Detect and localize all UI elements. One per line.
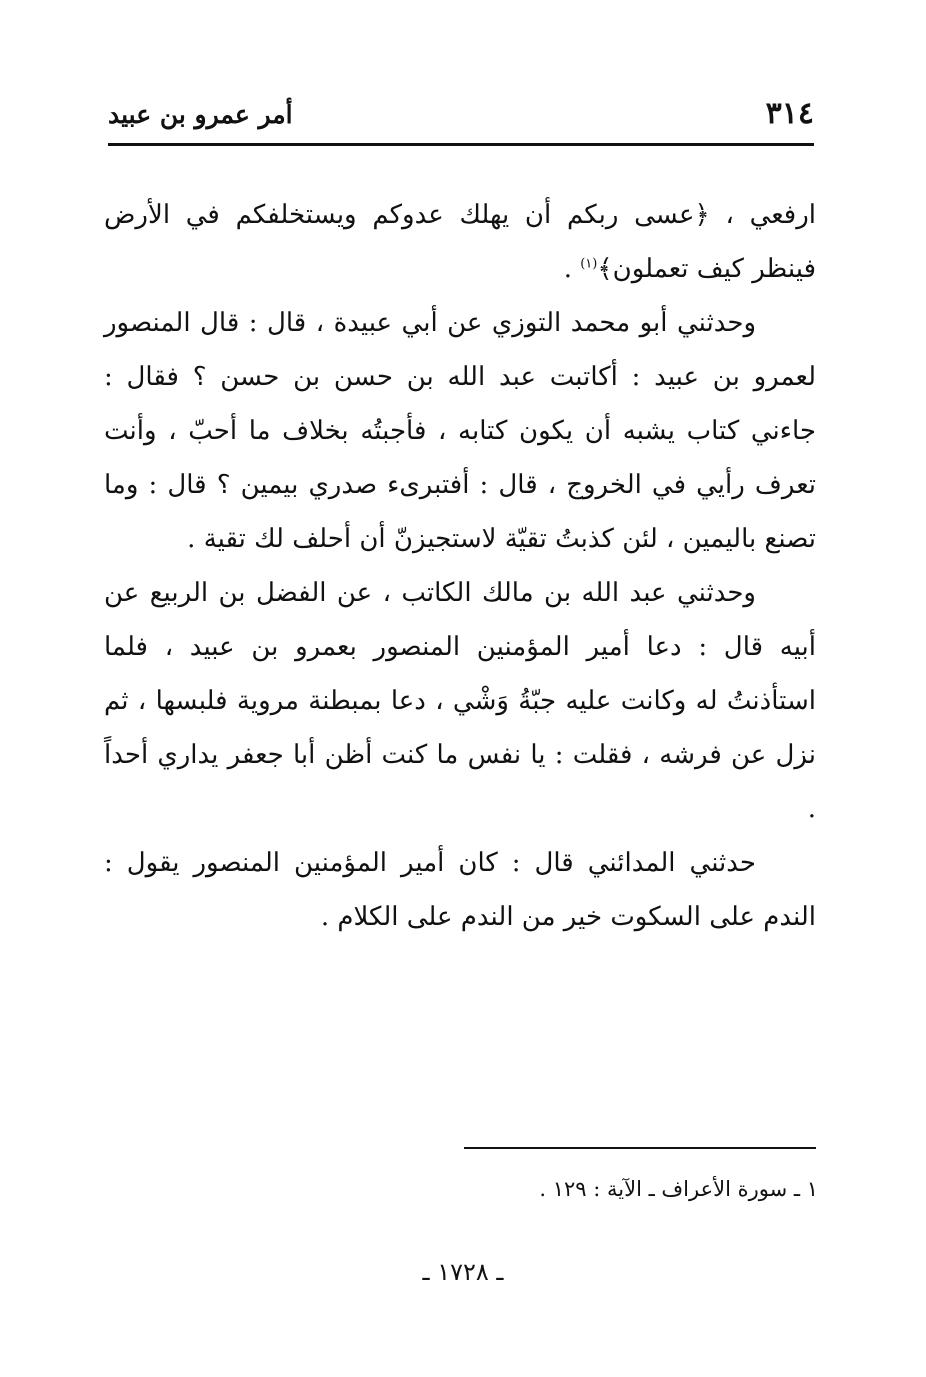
paragraph: حدثني المدائني قال : كان أمير المؤمنين المنصور يقول : الندم على السكوت خير من الندم على الكلام . xyxy=(104,848,816,932)
quran-quote: ارفعي ، ﴿عسى ربكم أن يهلك عدوكم ويستخلفكم في الأرض فينظر كيف تعملون﴾ xyxy=(104,200,816,284)
paragraph xyxy=(104,188,816,296)
folio-number: ـ ١٧٢٨ ـ xyxy=(422,1258,504,1286)
page-header xyxy=(108,92,814,142)
footnote: ١ ـ سورة الأعراف ـ الآية : ١٢٩ . xyxy=(539,1177,818,1201)
paragraph: وحدثني عبد الله بن مالك الكاتب ، عن الفضل بن الربيع عن أبيه قال : دعا أمير المؤمنين المنصور بعمرو بن عبيد ، فلما استأذنتُ له وكانت عليه جبّةُ وَشْي ، دعا بمبطنة مروية فلبسها ، ثم نزل عن فرشه ، فقلت : يا نفس ما كنت أظن أبا جعفر يداري أحداً . xyxy=(104,578,816,824)
paragraph: وحدثني أبو محمد التوزي عن أبي عبيدة ، قال : قال المنصور لعمرو بن عبيد : أكاتبت عبد الله بن حسن بن حسن ؟ فقال : جاءني كتاب يشبه أن يكون كتابه ، فأجبتُه بخلاف ما أحبّ ، وأنت تعرف رأيي في الخروج ، قال : أفتبرىء صدري بيمين ؟ قال : وما تصنع باليمين ، لئن كذبتُ تقيّة لاستجيزنّ أن أحلف لك تقية . xyxy=(104,308,816,554)
page-number: ٣١٤ xyxy=(765,96,814,131)
running-title: أمر عمرو بن عبيد xyxy=(108,100,293,129)
footnote-rule xyxy=(464,1147,816,1149)
footnote-marker: (١) xyxy=(580,256,598,272)
header-rule xyxy=(108,143,814,146)
paragraph-end: . xyxy=(563,254,581,284)
main-text xyxy=(104,188,816,944)
